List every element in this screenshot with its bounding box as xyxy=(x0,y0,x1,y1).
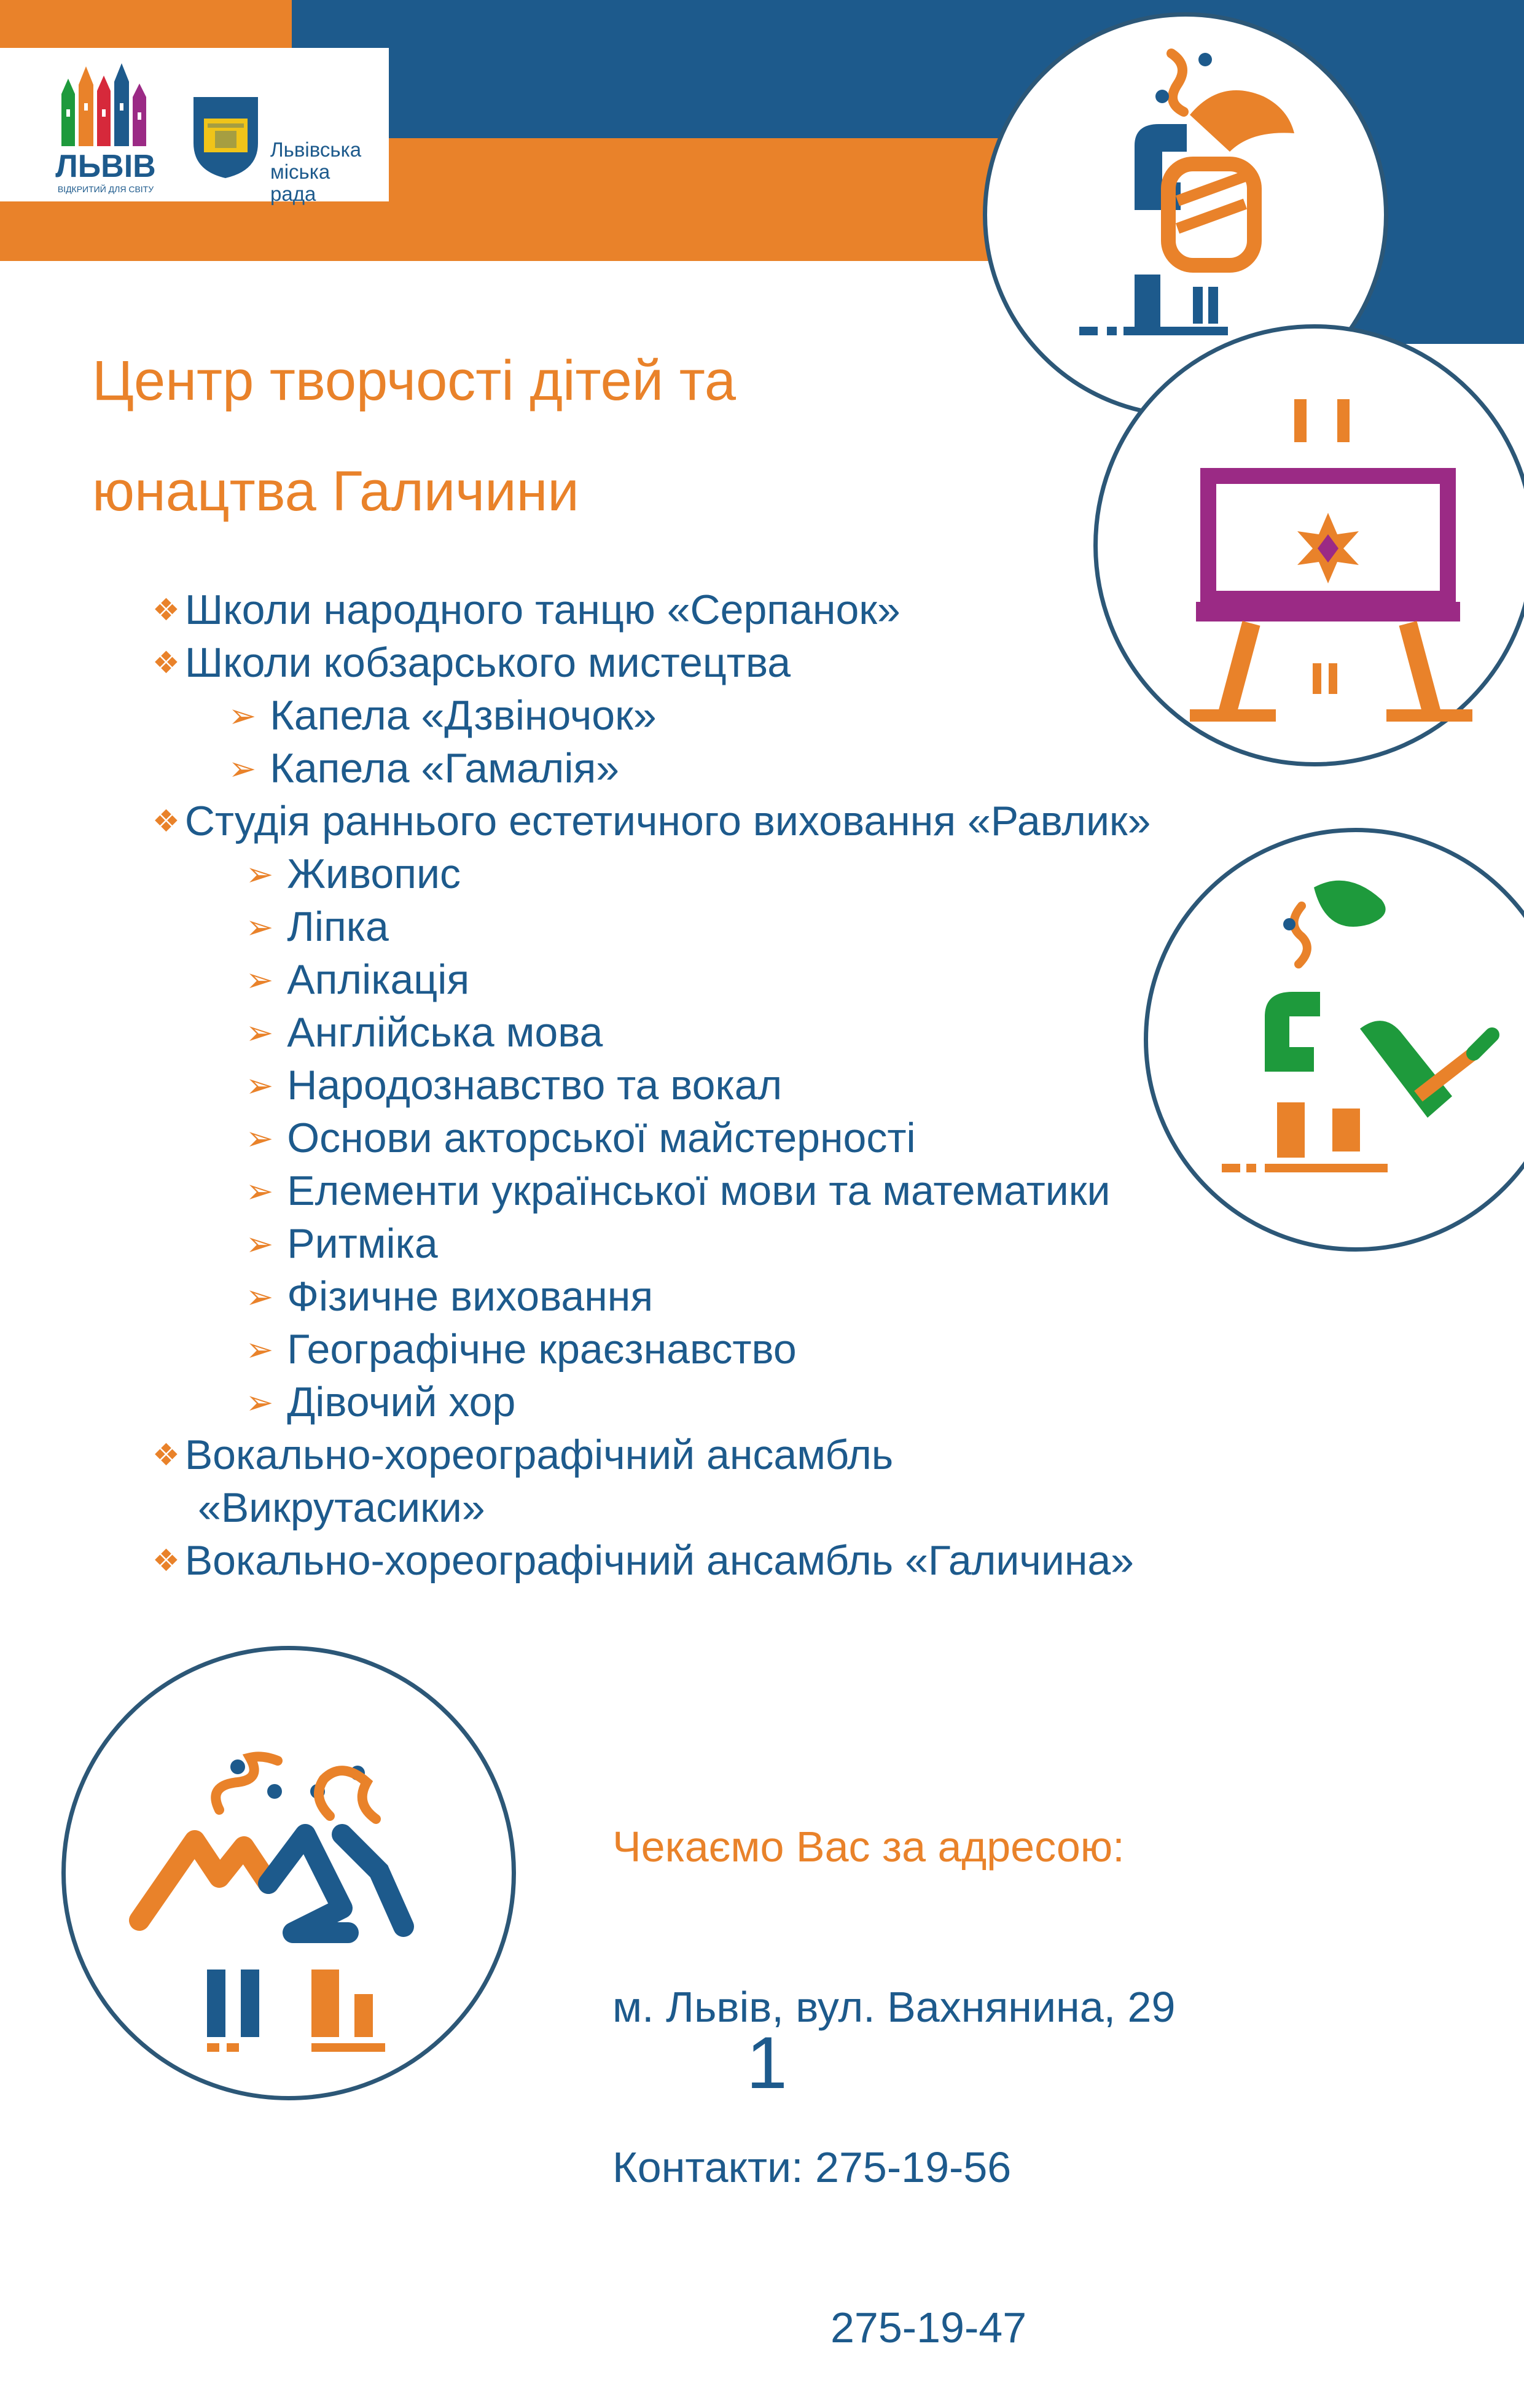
list-sub-item: ➢ Капела «Гамалія» xyxy=(229,742,619,795)
bullet-diamond-icon: ❖ xyxy=(152,804,180,838)
bullet-diamond-icon: ❖ xyxy=(152,1543,180,1578)
bullet-arrow-icon: ➢ xyxy=(246,962,274,999)
list-item: ❖ Вокально-хореографічний ансамбль xyxy=(152,1428,893,1481)
bullet-diamond-icon: ❖ xyxy=(152,593,180,627)
list-item: ❖ Школи народного танцю «Серпанок» xyxy=(152,583,901,636)
bullet-arrow-icon: ➢ xyxy=(246,1120,274,1157)
city-logo-name: ЛЬВІВ xyxy=(55,149,156,184)
page-title-line-1: Центр творчості дітей та xyxy=(92,349,737,412)
address-invite: Чекаємо Вас за адресою: xyxy=(612,1823,1125,1871)
painter-icon xyxy=(1148,832,1524,1247)
phone-number-2: 275-19-47 xyxy=(830,2304,1027,2352)
header-orange-strip xyxy=(0,0,292,48)
list-sub-item: ➢ Аплікація xyxy=(246,953,469,1007)
list-item: ❖ Школи кобзарського мистецтва xyxy=(152,636,791,689)
page-title-line-2: юнацтва Галичини xyxy=(92,460,579,523)
contact-info xyxy=(612,1713,1175,2408)
logo-panel xyxy=(0,48,389,205)
list-sub-item: ➢ Дівочий хор xyxy=(246,1376,515,1429)
list-item-continuation: «Викрутасики» xyxy=(198,1484,485,1531)
painter-illustration xyxy=(1144,828,1524,1252)
list-sub-item: ➢ Капела «Дзвіночок» xyxy=(229,689,657,742)
city-logo-icon xyxy=(49,60,163,201)
bullet-arrow-icon: ➢ xyxy=(246,1279,274,1315)
bullet-arrow-icon: ➢ xyxy=(246,1226,274,1263)
list-sub-item: ➢ Ритміка xyxy=(246,1217,438,1271)
page-number: 1 xyxy=(746,2022,787,2104)
council-line-3: рада xyxy=(270,182,316,205)
easel-icon xyxy=(1098,329,1524,762)
page-title xyxy=(92,325,736,547)
address-street: м. Львів, вул. Вахнянина, 29 xyxy=(612,1983,1176,2031)
list-sub-item: ➢ Народознавство та вокал xyxy=(246,1059,782,1112)
contacts-line xyxy=(612,2141,1175,2194)
contacts-label: Контакти: xyxy=(612,2143,803,2191)
bullet-arrow-icon: ➢ xyxy=(229,698,257,734)
council-name xyxy=(270,139,361,205)
bullet-arrow-icon: ➢ xyxy=(246,1067,274,1104)
bullet-arrow-icon: ➢ xyxy=(246,1173,274,1210)
list-sub-item: ➢ Ліпка xyxy=(246,900,389,954)
phone-number-1: 275-19-56 xyxy=(815,2143,1012,2191)
easel-illustration xyxy=(1093,324,1524,766)
bullet-arrow-icon: ➢ xyxy=(246,856,274,893)
bullet-diamond-icon: ❖ xyxy=(152,1438,180,1472)
bullet-arrow-icon: ➢ xyxy=(246,909,274,946)
city-logo-slogan: ВІДКРИТИЙ ДЛЯ СВІТУ xyxy=(57,184,154,194)
list-sub-item: ➢ Фізичне виховання xyxy=(246,1270,653,1323)
bullet-arrow-icon: ➢ xyxy=(246,1015,274,1051)
bullet-arrow-icon: ➢ xyxy=(246,1384,274,1421)
coat-of-arms-icon xyxy=(190,94,261,180)
list-item: ❖ Вокально-хореографічний ансамбль «Галичина» xyxy=(152,1534,1134,1587)
council-line-2: міська xyxy=(270,160,330,183)
council-line-1: Львівська xyxy=(270,138,362,161)
bullet-diamond-icon: ❖ xyxy=(152,645,180,680)
bullet-arrow-icon: ➢ xyxy=(229,750,257,787)
contacts-line-2 xyxy=(612,2301,1175,2355)
list-sub-item: ➢ Живопис xyxy=(246,847,461,901)
list-sub-item: ➢ Англійська мова xyxy=(246,1006,603,1059)
list-sub-item: ➢ Географічне краєзнавство xyxy=(246,1323,797,1376)
children-illustration xyxy=(61,1646,516,2100)
bullet-arrow-icon: ➢ xyxy=(246,1331,274,1368)
list-sub-item: ➢ Основи акторської майстерності xyxy=(246,1112,916,1165)
list-sub-item: ➢ Елементи української мови та математики xyxy=(246,1164,1111,1218)
list-item: ❖ Студія раннього естетичного виховання «Равлик» xyxy=(152,795,1151,847)
children-dancing-icon xyxy=(66,1650,512,2096)
